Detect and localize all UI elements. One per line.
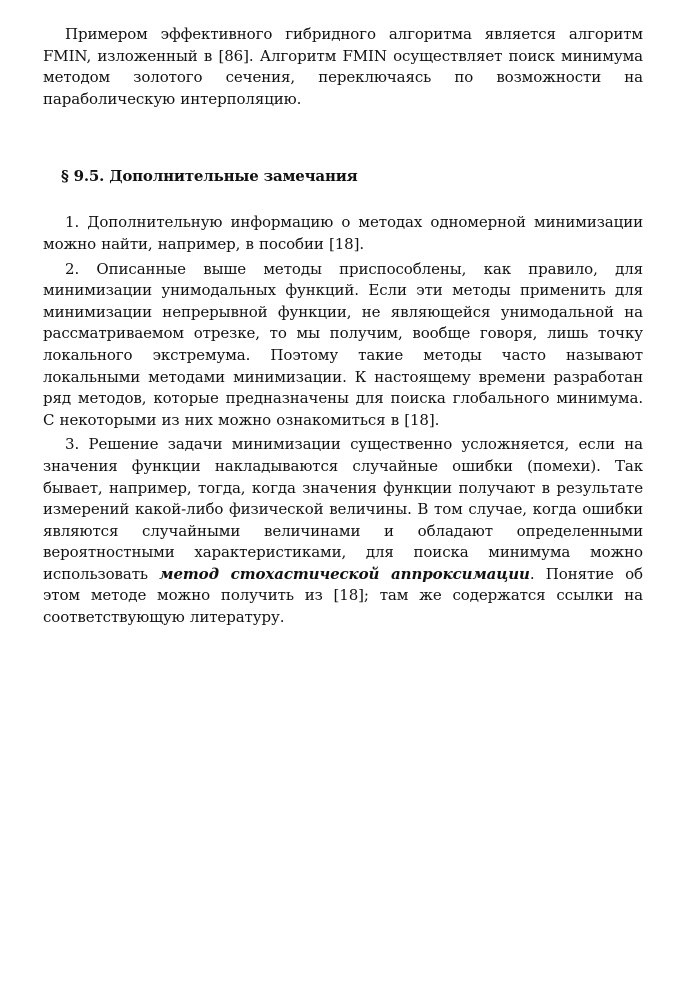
note-item-3 — [43, 434, 643, 628]
note-item-3-text-start: 3. Решение задачи минимизации существенно усложняется, если на значения функции накладываются случайные ошибки (помехи). Так бывает, например, тогда, когда значения функции получают в результате измерений какой-либо физической величины. В том случае, когда ошибки являются случайными величинами и обладают определенными вероятностными характеристиками, для поиска минимума можно использовать — [43, 435, 643, 583]
intro-paragraph: Примером эффективного гибридного алгоритма является алгоритм FMIN, изложенный в [86]. Алгоритм FMIN осуществляет поиск минимума методом золотого сечения, переключаясь по возможности на параболическую интерполяцию. — [43, 25, 643, 108]
note-item-3-text-end: . Понятие об этом методе можно получить из [18]; там же содержатся ссылки на соответствующую литературу. — [43, 564, 643, 627]
note-item-2: 2. Описанные выше методы приспособлены, как правило, для минимизации унимодальных функций. Если эти методы применить для минимизации непрерывной функции, не являющейся унимодальной на рассматриваемом отрезке, то мы получим, вообще говоря, лишь точку локального экстремума. Поэтому такие методы часто называют локальными методами минимизации. К настоящему времени разработан ряд методов, которые предназначены для поиска глобального минимума. С некоторыми из них можно ознакомиться в [18]. — [43, 259, 643, 429]
note-item-1: 1. Дополнительную информацию о методах одномерной минимизации можно найти, например, в пособии [18]. — [43, 213, 643, 253]
stochastic-approximation-term: метод стохастической аппроксимации — [159, 564, 530, 583]
section-heading: § 9.5. Дополнительные замечания — [61, 167, 358, 186]
page-content — [43, 24, 643, 629]
